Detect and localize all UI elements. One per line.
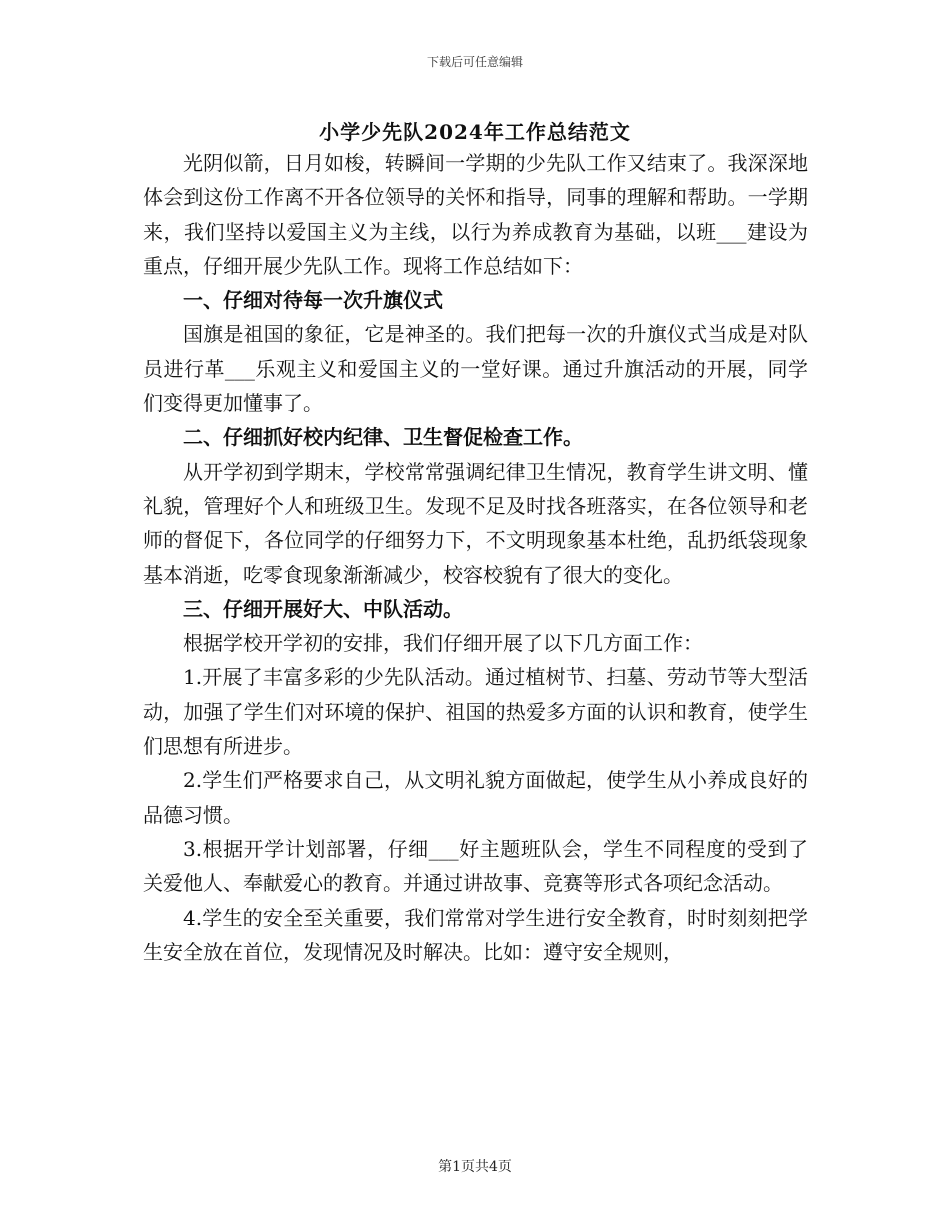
list-item-3: 3.根据开学计划部署，仔细___好主题班队会，学生不同程度的受到了关爱他人、奉献爱心的教育。并通过讲故事、竞赛等形式各项纪念活动。 — [143, 836, 808, 896]
section-heading-3: 三、仔细开展好大、中队活动。 — [183, 596, 463, 621]
intro-paragraph: 光阴似箭，日月如梭，转瞬间一学期的少先队工作又结束了。我深深地体会到这份工作离不开各位领导的关怀和指导，同事的理解和帮助。一学期来，我们坚持以爱国主义为主线，以行为养成教育为基础，以班___建设为重点，仔细开展少先队工作。现将工作总结如下： — [143, 151, 808, 278]
section-heading-1: 一、仔细对待每一次升旗仪式 — [183, 288, 443, 313]
document-title: 小学少先队2024年工作总结范文 — [319, 120, 631, 144]
body-paragraph: 国旗是祖国的象征，它是神圣的。我们把每一次的升旗仪式当成是对队员进行革___乐观主义和爱国主义的一堂好课。通过升旗活动的开展，同学们变得更加懂事了。 — [143, 322, 808, 416]
list-item-1: 1.开展了丰富多彩的少先队活动。通过植树节、扫墓、劳动节等大型活动，加强了学生们对环境的保护、祖国的热爱多方面的认识和教育，使学生们思想有所进步。 — [143, 665, 808, 759]
section-heading-2: 二、仔细抓好校内纪律、卫生督促检查工作。 — [183, 425, 583, 450]
body-paragraph: 根据学校开学初的安排，我们仔细开展了以下几方面工作： — [183, 631, 703, 656]
document-body — [143, 146, 808, 969]
body-paragraph: 从开学初到学期末，学校常常强调纪律卫生情况，教育学生讲文明、懂礼貌，管理好个人和班级卫生。发现不足及时找各班落实，在各位领导和老师的督促下，各位同学的仔细努力下，不文明现象基本杜绝，乱扔纸袋现象基本消逝，吃零食现象渐渐减少，校容校貌有了很大的变化。 — [143, 459, 808, 587]
list-item-2: 2.学生们严格要求自己，从文明礼貌方面做起，使学生从小养成良好的品德习惯。 — [143, 768, 808, 827]
list-item-4: 4.学生的安全至关重要，我们常常对学生进行安全教育，时时刻刻把学生安全放在首位，发现情况及时解决。比如：遵守安全规则， — [143, 905, 808, 964]
page-header-note: 下载后可任意编辑 — [426, 55, 523, 69]
page-number-footer: 第1页共4页 — [438, 1159, 512, 1175]
